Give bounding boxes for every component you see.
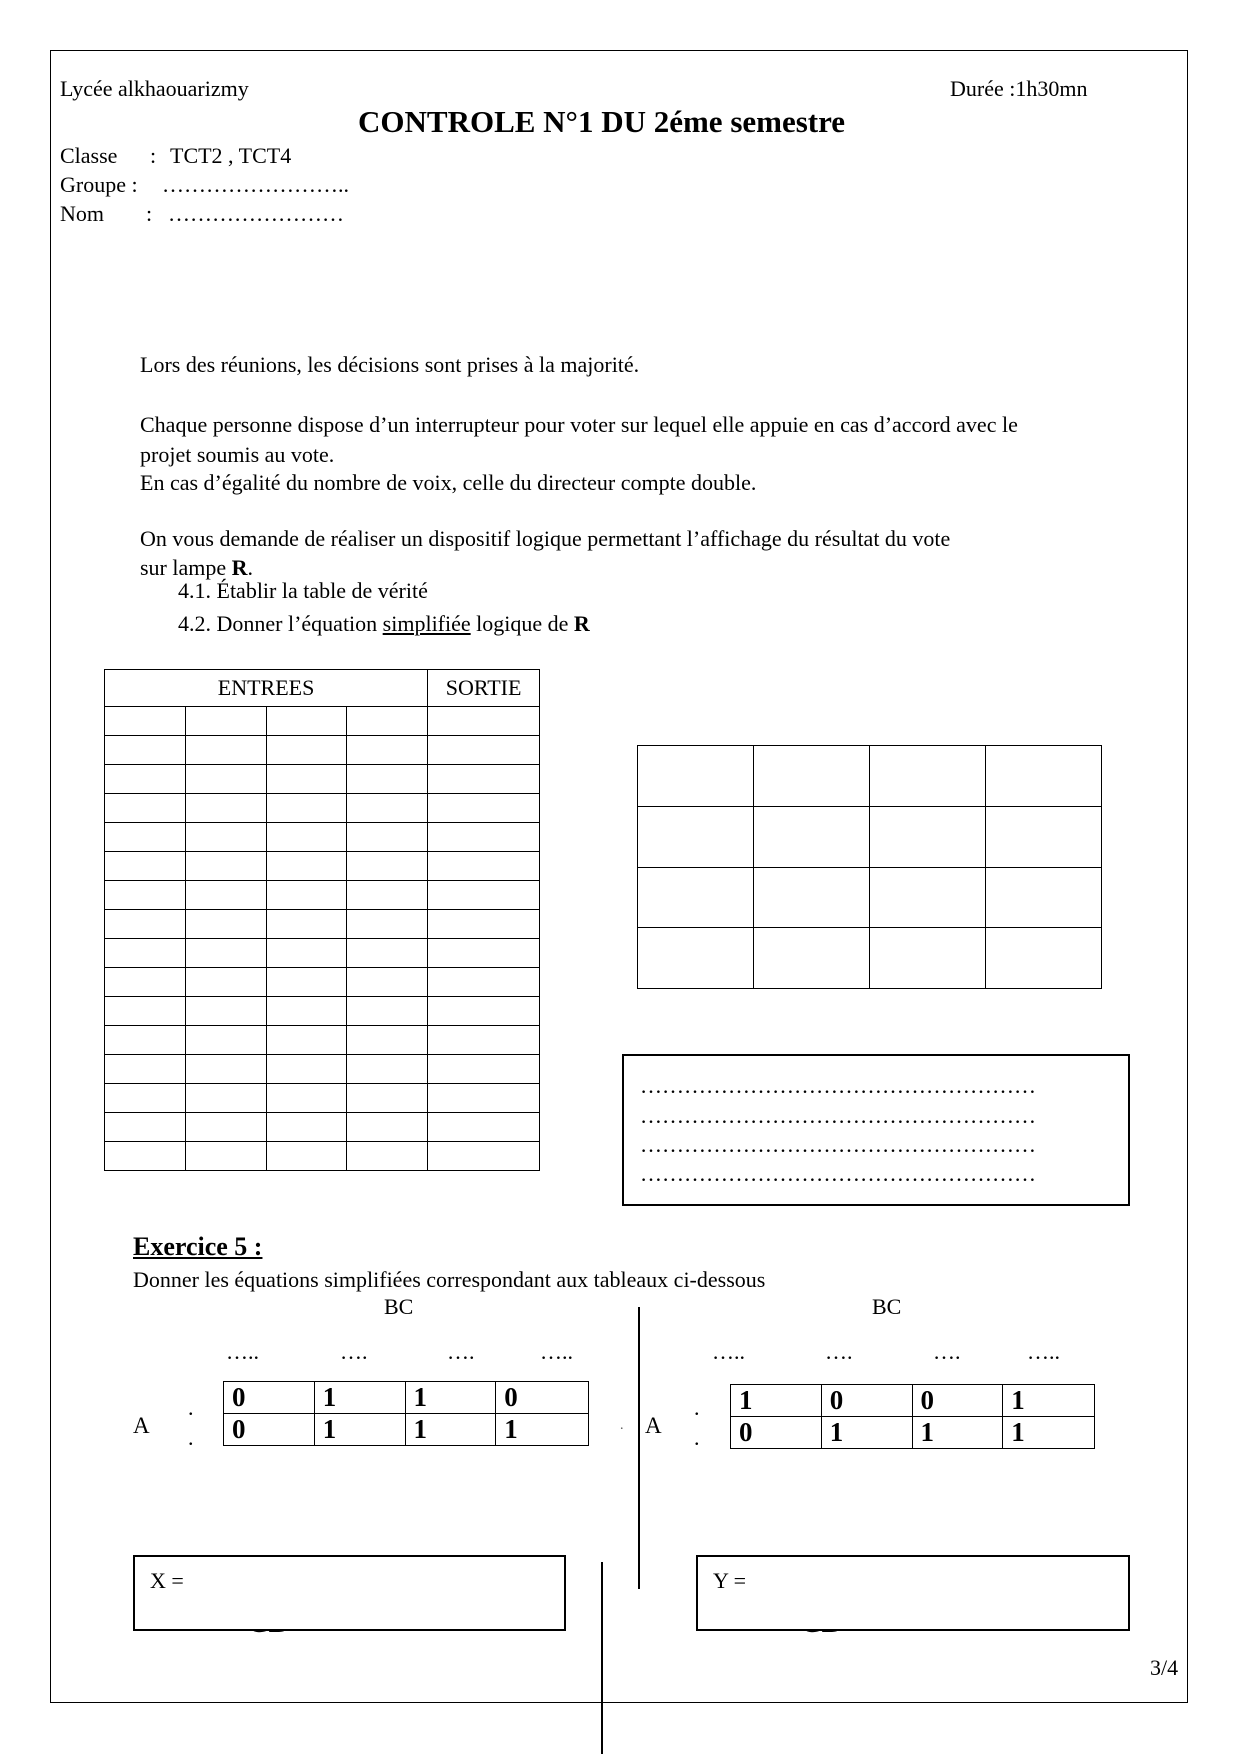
right-col-placeholder[interactable]: …. <box>933 1339 961 1364</box>
truth-table-input-cell[interactable] <box>266 707 347 736</box>
karnaugh-cell[interactable] <box>754 806 870 867</box>
karnaugh-cell[interactable] <box>638 928 754 989</box>
karnaugh-row <box>638 806 1102 867</box>
truth-table-input-cell[interactable] <box>105 1026 186 1055</box>
right-row-placeholder[interactable]: . <box>694 1425 700 1450</box>
right-col-placeholder[interactable]: ….. <box>1027 1339 1060 1364</box>
truth-table-output-cell[interactable] <box>428 1026 540 1055</box>
truth-table-input-cell[interactable] <box>347 823 428 852</box>
truth-table-output-cell[interactable] <box>428 736 540 765</box>
kmap-cell: 1 <box>405 1414 496 1446</box>
truth-table-input-cell[interactable] <box>266 794 347 823</box>
page-title: CONTROLE N°1 DU 2éme semestre <box>358 104 846 139</box>
kmap-cell: 1 <box>496 1414 589 1446</box>
truth-table-input-cell[interactable] <box>266 823 347 852</box>
truth-table-input-cell[interactable] <box>105 794 186 823</box>
ex4-paragraph-3: En cas d’égalité du nombre de voix, celle du directeur compte double. <box>140 470 757 495</box>
kmap-cell: 1 <box>912 1417 1003 1449</box>
truth-table-row <box>105 1113 540 1142</box>
truth-table-input-cell[interactable] <box>185 765 266 794</box>
karnaugh-cell[interactable] <box>870 746 986 807</box>
truth-table-input-cell[interactable] <box>347 881 428 910</box>
kmap-row <box>224 1382 589 1414</box>
truth-table-output-cell[interactable] <box>428 1055 540 1084</box>
right-col-placeholder[interactable]: ….. <box>712 1339 745 1364</box>
truth-table-input-cell[interactable] <box>266 939 347 968</box>
truth-table-input-cell[interactable] <box>185 707 266 736</box>
truth-table-row <box>105 736 540 765</box>
kmap-row <box>731 1385 1095 1417</box>
answer-line[interactable]: ……………………………………………… <box>640 1073 1036 1098</box>
exercise-5-instruction: Donner les équations simplifiées correspondant aux tableaux ci-dessous <box>133 1267 766 1292</box>
truth-table-input-cell[interactable] <box>347 1084 428 1113</box>
classe-sep: : <box>150 143 157 168</box>
groupe-label: Groupe : <box>60 172 138 197</box>
truth-table-input-cell[interactable] <box>185 1026 266 1055</box>
page-number: 3/4 <box>1150 1655 1179 1680</box>
ex4-paragraph-1: Lors des réunions, les décisions sont prises à la majorité. <box>140 352 640 377</box>
truth-table-output-cell[interactable] <box>428 852 540 881</box>
truth-table-input-cell[interactable] <box>105 1113 186 1142</box>
karnaugh-cell[interactable] <box>754 867 870 928</box>
equation-answer-box[interactable] <box>622 1054 1130 1206</box>
kmap-cell: 1 <box>314 1414 405 1446</box>
truth-table-input-cell[interactable] <box>347 997 428 1026</box>
truth-table-input-cell[interactable] <box>266 1055 347 1084</box>
kmap-cell: 1 <box>1003 1385 1095 1417</box>
truth-table-input-cell[interactable] <box>266 1026 347 1055</box>
truth-table-input-cell[interactable] <box>185 1084 266 1113</box>
truth-table-row <box>105 968 540 997</box>
truth-table-output-cell[interactable] <box>428 939 540 968</box>
truth-table-input-cell[interactable] <box>266 736 347 765</box>
nom-field[interactable]: …………………… <box>168 201 344 226</box>
truth-table-input-cell[interactable] <box>105 852 186 881</box>
truth-table-output-cell[interactable] <box>428 997 540 1026</box>
truth-table-row <box>105 997 540 1026</box>
school-name: Lycée alkhaouarizmy <box>60 76 249 101</box>
truth-table-row <box>105 881 540 910</box>
truth-table-input-cell[interactable] <box>105 881 186 910</box>
left-row-placeholder[interactable]: . <box>188 1395 194 1420</box>
kmap-row <box>731 1417 1095 1449</box>
kmap-cell: 0 <box>224 1414 315 1446</box>
karnaugh-grid[interactable] <box>637 745 1102 989</box>
q2-r: R <box>573 611 590 636</box>
truth-table-input-cell[interactable] <box>105 968 186 997</box>
karnaugh-cell[interactable] <box>638 746 754 807</box>
truth-table-input-cell[interactable] <box>266 997 347 1026</box>
truth-table-input-cell[interactable] <box>185 997 266 1026</box>
truth-table-input-cell[interactable] <box>347 707 428 736</box>
kmap-cell: 1 <box>731 1385 822 1417</box>
left-col-placeholder[interactable]: …. <box>340 1339 368 1364</box>
truth-table-input-cell[interactable] <box>347 1055 428 1084</box>
karnaugh-cell[interactable] <box>986 746 1102 807</box>
left-kmap <box>223 1381 589 1446</box>
truth-table-input-cell[interactable] <box>185 1055 266 1084</box>
nom-sep: : <box>146 201 153 226</box>
kmap-cell: 1 <box>821 1417 912 1449</box>
truth-table-row <box>105 794 540 823</box>
truth-table-input-cell[interactable] <box>185 910 266 939</box>
truth-table-output-cell[interactable] <box>428 1084 540 1113</box>
kmap-cell: 0 <box>224 1382 315 1414</box>
truth-table-input-cell[interactable] <box>105 823 186 852</box>
groupe-field[interactable]: …………………….. <box>162 172 349 197</box>
kmap-cell: 1 <box>314 1382 405 1414</box>
truth-table-input-cell[interactable] <box>347 736 428 765</box>
truth-table-input-cell[interactable] <box>266 881 347 910</box>
truth-table-output-cell[interactable] <box>428 910 540 939</box>
truth-table-input-cell[interactable] <box>185 968 266 997</box>
truth-table-input-cell[interactable] <box>266 1084 347 1113</box>
lamp-text: sur lampe <box>140 555 232 580</box>
answer-line[interactable]: ……………………………………………… <box>640 1161 1036 1186</box>
exercise-5-title: Exercice 5 : <box>133 1232 263 1261</box>
kmap-cell: 0 <box>731 1417 822 1449</box>
truth-table[interactable] <box>104 669 540 1171</box>
truth-table-input-cell[interactable] <box>266 910 347 939</box>
truth-table-row <box>105 823 540 852</box>
truth-table-output-cell[interactable] <box>428 968 540 997</box>
truth-table-row <box>105 765 540 794</box>
kmap-cell: 0 <box>912 1385 1003 1417</box>
truth-table-input-cell[interactable] <box>185 881 266 910</box>
truth-table-input-cell[interactable] <box>105 707 186 736</box>
right-kmap <box>730 1384 1095 1449</box>
duration: Durée :1h30mn <box>950 76 1088 101</box>
left-row-placeholder[interactable]: . <box>188 1425 194 1450</box>
truth-table-output-cell[interactable] <box>428 1142 540 1171</box>
karnaugh-row <box>638 867 1102 928</box>
ex4-paragraph-2-line-1: Chaque personne dispose d’un interrupteur pour voter sur lequel elle appuie en cas d’accord avec le <box>140 412 1018 437</box>
left-map-row-var: A <box>133 1413 150 1438</box>
right-col-placeholder[interactable]: …. <box>825 1339 853 1364</box>
truth-table-input-cell[interactable] <box>105 939 186 968</box>
kmap-cell: 1 <box>405 1382 496 1414</box>
truth-table-output-cell[interactable] <box>428 794 540 823</box>
karnaugh-cell[interactable] <box>870 928 986 989</box>
x-answer-box[interactable] <box>133 1555 566 1631</box>
ex4-paragraph-4-line-1: On vous demande de réaliser un dispositif logique permettant l’affichage du résultat du vote <box>140 526 951 551</box>
truth-table-input-cell[interactable] <box>266 765 347 794</box>
karnaugh-cell[interactable] <box>638 806 754 867</box>
q2-underlined: simplifiée <box>382 611 471 636</box>
truth-table-row <box>105 852 540 881</box>
truth-table-input-cell[interactable] <box>347 1026 428 1055</box>
nom-label: Nom <box>60 201 104 226</box>
answer-line[interactable]: ……………………………………………… <box>640 1132 1036 1157</box>
stray-dot: . <box>620 1418 624 1433</box>
question-4-2 <box>178 610 590 638</box>
truth-table-row <box>105 1084 540 1113</box>
ex4-paragraph-2-line-2: projet soumis au vote. <box>140 442 335 467</box>
truth-table-output-cell[interactable] <box>428 823 540 852</box>
classe-label: Classe <box>60 143 118 168</box>
truth-table-input-cell[interactable] <box>266 852 347 881</box>
karnaugh-cell[interactable] <box>986 867 1102 928</box>
kmap-row <box>224 1414 589 1446</box>
truth-table-input-cell[interactable] <box>105 765 186 794</box>
truth-table-input-cell[interactable] <box>185 939 266 968</box>
truth-table-input-cell[interactable] <box>347 852 428 881</box>
kmap-cell: 1 <box>1003 1417 1095 1449</box>
q2-text-mid: logique de <box>470 611 574 636</box>
vertical-separator <box>638 1307 640 1589</box>
lamp-r: R <box>231 555 248 580</box>
truth-table-input-cell[interactable] <box>185 852 266 881</box>
truth-table-input-cell[interactable] <box>105 736 186 765</box>
truth-table-inputs-header: ENTREES <box>105 670 428 707</box>
truth-table-output-header: SORTIE <box>428 670 540 707</box>
left-col-placeholder[interactable]: ….. <box>226 1339 259 1364</box>
kmap-cell: 0 <box>496 1382 589 1414</box>
x-label: X = <box>150 1568 184 1593</box>
truth-table-input-cell[interactable] <box>185 794 266 823</box>
left-col-placeholder[interactable]: …. <box>447 1339 475 1364</box>
truth-table-row <box>105 1142 540 1171</box>
truth-table-input-cell[interactable] <box>105 1055 186 1084</box>
truth-table-row <box>105 1026 540 1055</box>
y-label: Y = <box>713 1568 746 1593</box>
karnaugh-cell[interactable] <box>870 867 986 928</box>
karnaugh-cell[interactable] <box>870 806 986 867</box>
truth-table-input-cell[interactable] <box>347 765 428 794</box>
y-answer-box[interactable] <box>696 1555 1130 1631</box>
truth-table-output-cell[interactable] <box>428 765 540 794</box>
karnaugh-cell[interactable] <box>986 928 1102 989</box>
truth-table-row <box>105 707 540 736</box>
truth-table-input-cell[interactable] <box>266 968 347 997</box>
truth-table-output-cell[interactable] <box>428 881 540 910</box>
karnaugh-cell[interactable] <box>754 928 870 989</box>
kmap-cell: 0 <box>821 1385 912 1417</box>
left-col-placeholder[interactable]: ….. <box>540 1339 573 1364</box>
right-map-col-var: BC <box>872 1294 902 1319</box>
truth-table-input-cell[interactable] <box>185 1142 266 1171</box>
truth-table-row <box>105 1055 540 1084</box>
truth-table-input-cell[interactable] <box>347 968 428 997</box>
truth-table-input-cell[interactable] <box>105 910 186 939</box>
truth-table-input-cell[interactable] <box>105 997 186 1026</box>
left-map-col-var: BC <box>384 1294 414 1319</box>
truth-table-input-cell[interactable] <box>347 910 428 939</box>
karnaugh-row <box>638 746 1102 807</box>
karnaugh-cell[interactable] <box>638 867 754 928</box>
q2-text: 4.2. Donner l’équation <box>178 611 383 636</box>
truth-table-output-cell[interactable] <box>428 1113 540 1142</box>
right-map-row-var: A <box>645 1413 662 1438</box>
truth-table-row <box>105 910 540 939</box>
karnaugh-cell[interactable] <box>986 806 1102 867</box>
truth-table-input-cell[interactable] <box>347 939 428 968</box>
truth-table-input-cell[interactable] <box>185 1113 266 1142</box>
truth-table-input-cell[interactable] <box>266 1113 347 1142</box>
lamp-period: . <box>247 555 254 580</box>
truth-table-output-cell[interactable] <box>428 707 540 736</box>
truth-table-input-cell[interactable] <box>347 1142 428 1171</box>
truth-table-input-cell[interactable] <box>266 1142 347 1171</box>
truth-table-input-cell[interactable] <box>185 736 266 765</box>
truth-table-input-cell[interactable] <box>185 823 266 852</box>
answer-line[interactable]: ……………………………………………… <box>640 1103 1036 1128</box>
truth-table-row <box>105 939 540 968</box>
truth-table-input-cell[interactable] <box>105 1142 186 1171</box>
right-row-placeholder[interactable]: . <box>694 1395 700 1420</box>
classe-value: TCT2 , TCT4 <box>170 143 292 168</box>
truth-table-input-cell[interactable] <box>105 1084 186 1113</box>
question-4-1: 4.1. Établir la table de vérité <box>178 578 428 603</box>
karnaugh-cell[interactable] <box>754 746 870 807</box>
truth-table-input-cell[interactable] <box>347 1113 428 1142</box>
karnaugh-row <box>638 928 1102 989</box>
vertical-separator-lower <box>601 1562 603 1754</box>
truth-table-input-cell[interactable] <box>347 794 428 823</box>
